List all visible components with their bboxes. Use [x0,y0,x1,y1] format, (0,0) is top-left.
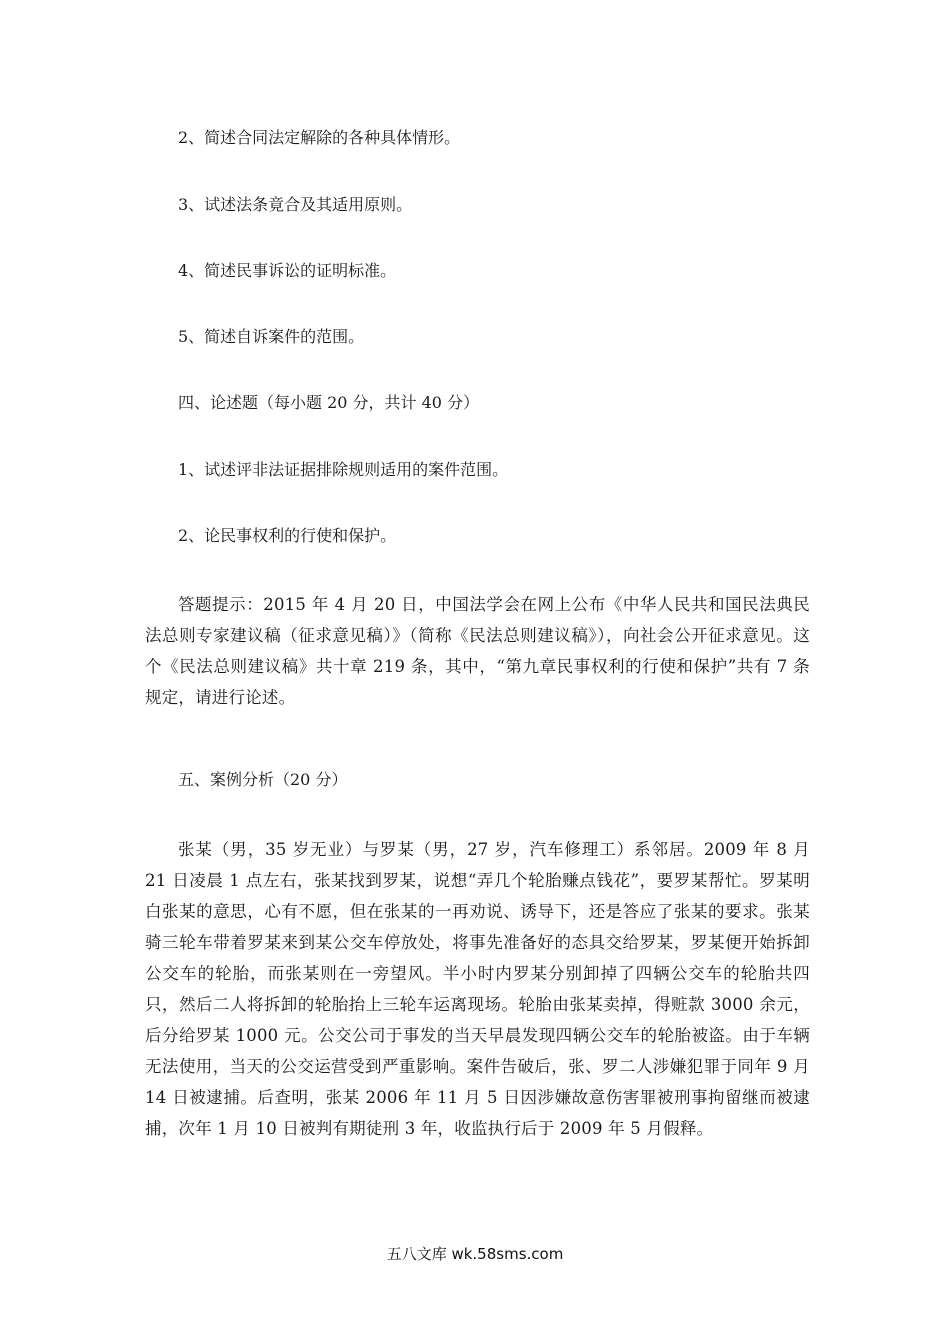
case-paragraph: 张某（男，35 岁无业）与罗某（男，27 岁，汽车修理工）系邻居。2009 年 8 月 21 日凌晨 1 点左右，张某找到罗某，说想“弄几个轮胎赚点钱花”，要罗某帮忙。罗某明白张某的意思，心有不愿，但在张某的一再劝说、诱导下，还是答应了张某的要求。张某骑三轮车带着罗某来到某公交车停放处，将事先准备好的态具交给罗某，罗某便开始拆卸公交车的轮胎，而张某则在一旁望风。半小时内罗某分别卸掉了四辆公交车的轮胎共四只，然后二人将拆卸的轮胎抬上三轮车运离现场。轮胎由张某卖掉，得赃款 3000 余元，后分给罗某 1000 元。公交公司于事发的当天早晨发现四辆公交车的轮胎被盗。由于车辆无法使用，当天的公交运营受到严重影响。案件告破后，张、罗二人涉嫌犯罪于同年 9 月 14 日被逮捕。后查明，张某 2006 年 11 月 5 日因涉嫌故意伤害罪被刑事拘留继而被逮捕，次年 1 月 10 日被判有期徒刑 3 年，收监执行后于 2009 年 5 月假释。 [145,840,810,1138]
footer-watermark: 五八文库 wk.58sms.com [386,1245,564,1263]
section-5-heading: 五、案例分析（20 分） [178,770,348,789]
essay-question-1: 1、试述评非法证据排除规则适用的案件范围。 [178,460,509,479]
question-4: 4、简述民事诉讼的证明标准。 [178,261,397,280]
question-3: 3、试述法条竟合及其适用原则。 [178,195,413,214]
essay-question-2: 2、论民事权利的行使和保护。 [178,526,397,545]
question-2: 2、简述合同法定解除的各种具体情形。 [178,128,461,147]
section-4-heading: 四、论述题（每小题 20 分，共计 40 分） [178,393,480,412]
question-5: 5、简述自诉案件的范围。 [178,327,365,346]
answer-hint-paragraph: 答题提示：2015 年 4 月 20 日，中国法学会在网上公布《中华人民共和国民法典民法总则专家建议稿（征求意见稿）》（简称《民法总则建议稿》），向社会公开征求意见。这个《民法总则建议稿》共十章 219 条，其中，“第九章民事权利的行使和保护”共有 7 条规定，请进行论述。 [145,595,810,707]
